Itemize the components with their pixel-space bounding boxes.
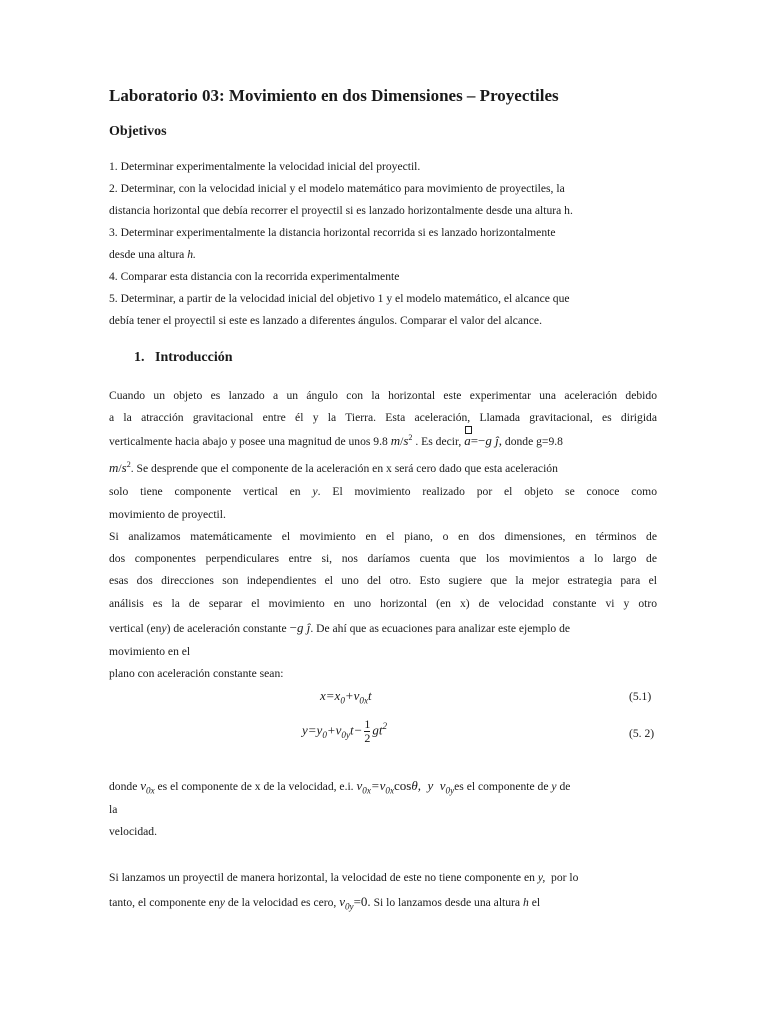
intro-line-1: Cuando un objeto es lanzado a un ángulo con la horizontal este experimentar una aceleración debido [109,389,657,402]
objective-5-cont: debía tener el proyectil si este es lanzado a diferentes ángulos. Comparar el valor del alcance. [109,314,542,327]
intro-line-12: movimiento en el [109,645,191,658]
objective-5: 5. Determinar, a partir de la velocidad inicial del objetivo 1 y el modelo matemático, el alcance que [109,292,570,305]
intro-line-5: solo tiene componente vertical en y. El movimiento realizado por el objeto se conoce como [109,485,657,498]
equation-5-2: $y=y_0+v_{0y}t-$ $\frac{1}{2}$ $gt^2$ [302,717,388,745]
intro-line-9: esas dos direcciones son independientes el uno del otro. Esto sugiere que la mejor estrategia para el [109,574,657,587]
objective-3-cont: desde una altura h. [109,248,196,261]
objectives-heading: Objetivos [109,124,167,139]
objective-2-cont: distancia horizontal que debía recorrer el proyectil si es lanzado horizontalmente desde una altura h. [109,204,573,217]
after-line-3: velocidad. [109,825,157,838]
objective-4: 4. Comparar esta distancia con la recorrida experimentalmente [109,270,400,283]
objective-1: 1. Determinar experimentalmente la velocidad inicial del proyectil. [109,160,421,173]
intro-line-10: análisis es la de separar el movimiento en uno horizontal (en x) de velocidad constante vi y otro [109,597,657,610]
intro-line-13: plano con aceleración constante sean: [109,667,284,680]
equation-5-1-label: (5.1) [629,690,652,703]
intro-line-6: movimiento de proyectil. [109,508,226,521]
intro-line-2: a la atracción gravitacional entre él y la Tierra. Esta aceleración, Llamada gravitacional, es dirigida [109,411,657,424]
document-title: Laboratorio 03: Movimiento en dos Dimensiones – Proyectiles [109,86,559,105]
objective-2: 2. Determinar, con la velocidad inicial y el modelo matemático para movimiento de proyectiles, la [109,182,565,195]
intro-line-8: dos componentes perpendiculares entre si, nos daríamos cuenta que los movimientos a lo largo de [109,552,657,565]
after-line-5: tanto, el componente eny de la velocidad es cero, $v_{0y}=0$. Si lo lanzamos desde una altura h el [109,894,541,912]
intro-line-3: verticalmente hacia abajo y posee una magnitud de unos 9.8 $m/s^2$ . Es decir, a=−g ĵ, donde g=9.8 [109,433,563,448]
after-line-2: la [109,803,118,816]
intro-line-7: Si analizamos matemáticamente el movimiento en el piano, o en dos dimensiones, en términos de [109,530,657,543]
objective-3: 3. Determinar experimentalmente la distancia horizontal recorrida si es lanzado horizontalmente [109,226,556,239]
intro-line-11: vertical (eny) de aceleración constante −g ĵ. De ahí que as ecuaciones para analizar este ejemplo de [109,620,571,635]
intro-heading: 1. Introducción [134,350,233,365]
after-line-4: Si lanzamos un proyectil de manera horizontal, la velocidad de este no tiene componente en y, por lo [109,871,579,884]
equation-5-2-label: (5. 2) [629,727,655,740]
intro-line-4: $m/s^2$. Se desprende que el componente de la aceleración en x será cero dado que esta aceleración [109,460,558,475]
equation-5-1: $x=x_0+v_{0x}t$ [320,688,372,706]
after-line-1: donde $v_{0x}$ es el componente de x de la velocidad, e.i. $v_{0x}=v_{0x}\cos\theta$, y $v_{0y}es$ el componente de y de [109,778,571,796]
